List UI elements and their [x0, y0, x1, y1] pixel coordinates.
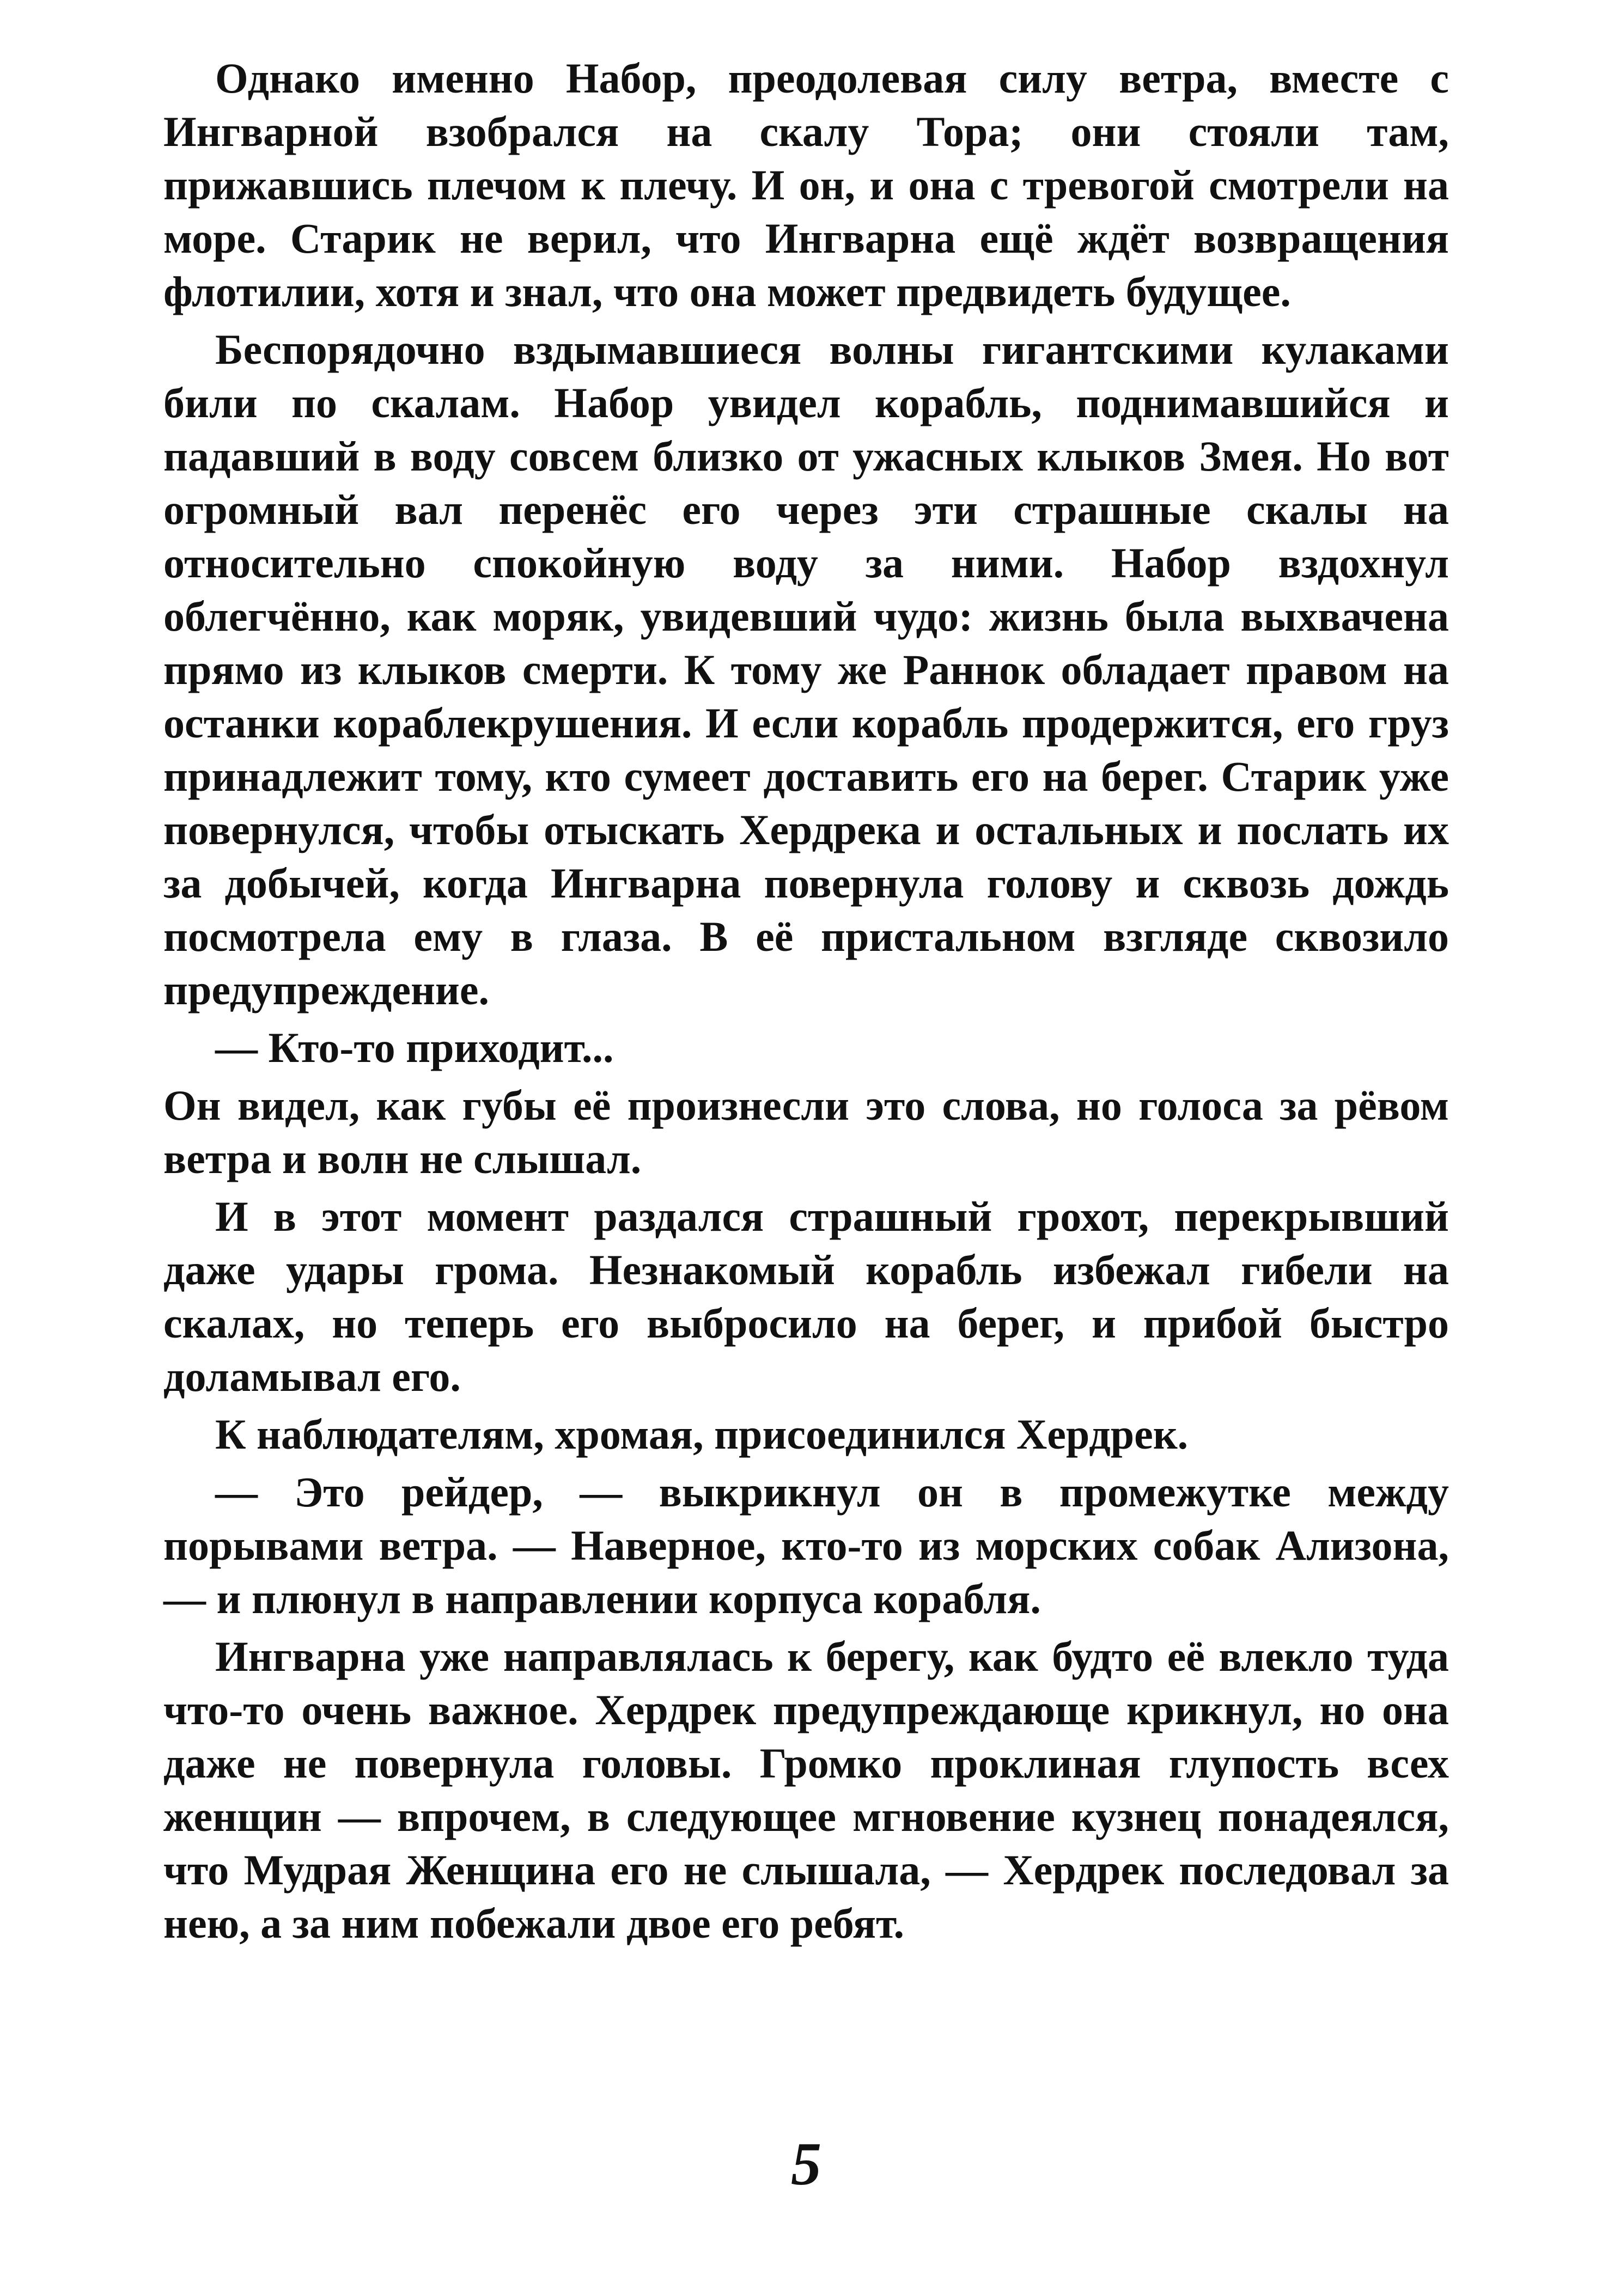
paragraph-6: К наблюдателям, хромая, присоединился Хердрек. — [215, 1410, 1189, 1458]
paragraph-4: Он видел, как губы её произнесли это слова, но голоса за рёвом ветра и волн не слышал. — [163, 1082, 1449, 1182]
page-text — [163, 52, 1449, 1950]
paragraph-2: Беспорядочно вздымавшиеся волны гигантскими кулаками били по скалам. Набор увидел корабль, поднимавшийся и падавший в воду совсем близко от ужасных клыков Змея. Но вот огромный вал перенёс его через эти страшные скалы на относительно спокойную воду за ними. Набор вздохнул облегчённо, как моряк, увидевший чудо: жизнь была выхвачена прямо из клыков смерти. К тому же Раннок обладает правом на останки кораблекрушения. И если корабль продержится, его груз принадлежит тому, кто сумеет доставить его на берег. Старик уже повернулся, чтобы отыскать Хердрека и остальных и послать их за добычей, когда Ингварна повернула голову и сквозь дождь посмотрела ему в глаза. В её пристальном взгляде сквозило предупреждение. — [163, 326, 1449, 1013]
paragraph-1: Однако именно Набор, преодолевая силу ветра, вместе с Ингварной взобрался на скалу Тора; они стояли там, прижавшись плечом к плечу. И он, и она с тревогой смотрели на море. Старик не верил, что Ингварна ещё ждёт возвращения флотилии, хотя и знал, что она может предвидеть будущее. — [163, 54, 1449, 315]
book-page — [163, 52, 1449, 2197]
paragraph-3: — Кто-то приходит... — [215, 1024, 614, 1071]
paragraph-8: Ингварна уже направлялась к берегу, как будто её влекло туда что-то очень важное. Хердрек предупреждающе крикнул, но она даже не повернула головы. Громко проклиная глупость всех женщин — впрочем, в следующее мгновение кузнец понадеялся, что Мудрая Женщина его не слышала, — Хердрек последовал за нею, а за ним побежали двое его ребят. — [163, 1633, 1449, 1947]
paragraph-7: — Это рейдер, — выкрикнул он в промежутке между порывами ветра. — Наверное, кто-то из морских собак Ализона, — и плюнул в направлении корпуса корабля. — [163, 1468, 1449, 1622]
page-number: 5 — [791, 2130, 821, 2198]
paragraph-5: И в этот момент раздался страшный грохот, перекрывший даже удары грома. Незнакомый корабль избежал гибели на скалах, но теперь его выбросило на берег, и прибой быстро доламывал его. — [163, 1193, 1449, 1400]
